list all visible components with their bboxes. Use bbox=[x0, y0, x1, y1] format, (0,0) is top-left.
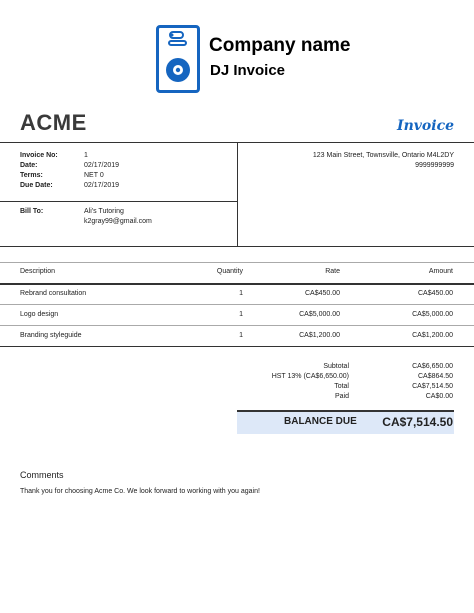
table-header-quantity: Quantity bbox=[216, 268, 243, 275]
section-divider-mid bbox=[0, 201, 237, 202]
table-header-bottom-line bbox=[0, 283, 474, 285]
table-row-divider bbox=[0, 325, 474, 326]
company-address: 123 Main Street, Townsville, Ontario M4L2DY bbox=[312, 152, 454, 159]
balance-due-value: CA$7,514.50 bbox=[382, 415, 453, 429]
invoice-no-label: Invoice No: bbox=[20, 152, 58, 159]
section-divider-bottom bbox=[0, 246, 474, 247]
balance-due-label: BALANCE DUE bbox=[284, 416, 357, 427]
subtotal-value: CA$6,650.00 bbox=[412, 363, 453, 370]
table-row-1-description: Rebrand consultation bbox=[20, 290, 87, 297]
date-value: 02/17/2019 bbox=[84, 162, 120, 169]
due-date-value: 02/17/2019 bbox=[84, 182, 120, 189]
table-row-3-rate: CA$1,200.00 bbox=[299, 332, 340, 339]
table-header-amount: Amount bbox=[428, 268, 453, 275]
table-row-3-quantity: 1 bbox=[239, 332, 243, 339]
company-name: Company name bbox=[209, 35, 351, 56]
table-row-2-rate: CA$5,000.00 bbox=[299, 311, 340, 318]
table-row-divider bbox=[0, 304, 474, 305]
bill-to-label: Bill To: bbox=[20, 208, 44, 215]
table-row-2-description: Logo design bbox=[20, 311, 59, 318]
due-date-label: Due Date: bbox=[20, 182, 53, 189]
table-header-description: Description bbox=[20, 268, 56, 275]
table-header-top-line bbox=[0, 262, 474, 263]
terms-value: NET 0 bbox=[84, 172, 104, 179]
comments-text: Thank you for choosing Acme Co. We look forward to working with you again! bbox=[20, 488, 260, 495]
paid-label: Paid bbox=[334, 393, 349, 400]
invoice-no-value: 1 bbox=[84, 152, 88, 159]
terms-label: Terms: bbox=[20, 172, 43, 179]
table-bottom-line bbox=[0, 346, 474, 347]
table-row-1-rate: CA$450.00 bbox=[304, 290, 340, 297]
company-phone: 9999999999 bbox=[415, 162, 454, 169]
table-row-1-amount: CA$450.00 bbox=[417, 290, 453, 297]
brand-logo-text: ACME bbox=[20, 110, 87, 135]
subtotal-label: Subtotal bbox=[323, 363, 349, 370]
invoice-title: DJ Invoice bbox=[210, 62, 286, 79]
table-row-1-quantity: 1 bbox=[239, 290, 243, 297]
total-value: CA$7,514.50 bbox=[412, 383, 453, 390]
table-header-rate: Rate bbox=[325, 268, 340, 275]
table-row-2-quantity: 1 bbox=[239, 311, 243, 318]
comments-title: Comments bbox=[20, 470, 64, 480]
table-row-2-amount: CA$5,000.00 bbox=[412, 311, 453, 318]
date-label: Date: bbox=[20, 162, 38, 169]
bill-to-name: Ali's Tutoring bbox=[84, 208, 124, 215]
total-label: Total bbox=[334, 383, 349, 390]
table-row-3-amount: CA$1,200.00 bbox=[412, 332, 453, 339]
invoice-word: Invoice bbox=[397, 118, 454, 134]
table-row-3-description: Branding styleguide bbox=[20, 332, 82, 339]
bill-to-email: k2gray99@gmail.com bbox=[84, 218, 152, 225]
tax-label: HST 13% (CA$6,650.00) bbox=[271, 373, 349, 380]
speaker-icon bbox=[156, 25, 200, 93]
section-divider-vertical bbox=[237, 142, 238, 246]
tax-value: CA$864.50 bbox=[417, 373, 453, 380]
paid-value: CA$0.00 bbox=[425, 393, 453, 400]
